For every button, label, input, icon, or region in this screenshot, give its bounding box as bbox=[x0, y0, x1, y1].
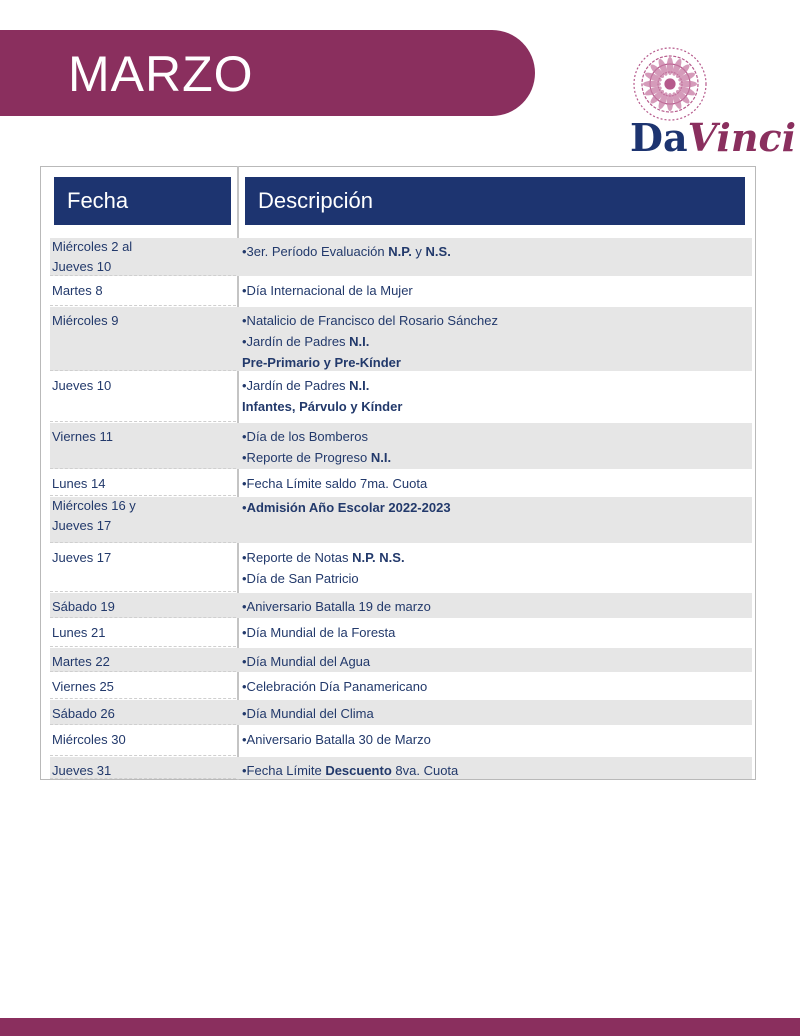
row-separator bbox=[50, 542, 236, 543]
descripcion-text: •Día Mundial del Agua bbox=[242, 654, 371, 669]
row-separator bbox=[50, 671, 236, 672]
descripcion-text: •Día de San Patricio bbox=[242, 571, 359, 586]
descripcion-line bbox=[242, 568, 747, 589]
descripcion-bold-text: Infantes, Párvulo y Kínder bbox=[242, 399, 403, 414]
descripcion-cell bbox=[242, 547, 747, 589]
descripcion-text: •3er. Período Evaluación bbox=[242, 244, 389, 259]
fecha-text: Jueves 17 bbox=[52, 550, 112, 565]
descripcion-text: •Jardín de Padres bbox=[242, 334, 350, 349]
descripcion-line bbox=[242, 241, 747, 262]
fecha-cell bbox=[52, 237, 232, 277]
row-separator bbox=[50, 370, 236, 371]
fecha-cell bbox=[52, 474, 232, 494]
table-row bbox=[50, 497, 752, 543]
fecha-cell bbox=[52, 597, 232, 617]
descripcion-cell bbox=[242, 622, 747, 643]
row-separator bbox=[50, 646, 236, 647]
row-separator bbox=[50, 591, 236, 592]
table-row bbox=[50, 372, 752, 422]
table-row bbox=[50, 726, 752, 756]
mandala-icon bbox=[630, 44, 710, 124]
mandala-petal bbox=[643, 81, 661, 87]
table-row bbox=[50, 277, 752, 306]
descripcion-text: y bbox=[411, 244, 426, 259]
descripcion-text: •Celebración Día Panamericano bbox=[242, 679, 428, 694]
descripcion-text: 8va. Cuota bbox=[391, 763, 459, 778]
descripcion-line bbox=[242, 622, 747, 643]
row-separator bbox=[50, 778, 236, 779]
descripcion-cell bbox=[242, 651, 747, 672]
descripcion-line bbox=[242, 651, 747, 672]
descripcion-line bbox=[242, 310, 747, 331]
descripcion-bold-text: N.I. bbox=[349, 378, 370, 393]
fecha-text: Jueves 31 bbox=[52, 763, 112, 778]
descripcion-line bbox=[242, 426, 747, 447]
fecha-cell bbox=[52, 311, 232, 331]
fecha-text: Miércoles 9 bbox=[52, 313, 119, 328]
mandala-petal bbox=[667, 57, 673, 75]
descripcion-cell bbox=[242, 676, 747, 697]
fecha-text: Jueves 10 bbox=[52, 378, 112, 393]
descripcion-bold-text: N.P. N.S. bbox=[352, 550, 405, 565]
descripcion-text: •Aniversario Batalla 19 de marzo bbox=[242, 599, 431, 614]
descripcion-line bbox=[242, 447, 747, 468]
fecha-cell bbox=[52, 730, 232, 750]
fecha-cell bbox=[52, 376, 232, 396]
fecha-text: Jueves 10 bbox=[52, 259, 112, 274]
table-row bbox=[50, 619, 752, 647]
row-separator bbox=[50, 724, 236, 725]
descripcion-line bbox=[242, 729, 747, 750]
fecha-text: Lunes 21 bbox=[52, 625, 106, 640]
row-separator bbox=[50, 755, 236, 756]
descripcion-text: •Aniversario Batalla 30 de Marzo bbox=[242, 732, 431, 747]
fecha-text: Martes 22 bbox=[52, 654, 110, 669]
brand-vinci: Vinci bbox=[687, 115, 797, 160]
table-row bbox=[50, 673, 752, 699]
descripcion-text: •Fecha Límite bbox=[242, 763, 326, 778]
brand-wordmark bbox=[630, 116, 796, 160]
descripcion-line bbox=[242, 331, 747, 352]
column-header-descripcion: Descripción bbox=[245, 177, 745, 225]
descripcion-line bbox=[242, 760, 747, 781]
row-separator bbox=[50, 421, 236, 422]
descripcion-bold-text: Descuento bbox=[325, 763, 392, 778]
descripcion-cell bbox=[242, 473, 747, 494]
table-row bbox=[50, 544, 752, 592]
footer-bar bbox=[0, 1018, 800, 1036]
fecha-cell bbox=[52, 704, 232, 724]
descripcion-line bbox=[242, 473, 747, 494]
descripcion-line bbox=[242, 547, 747, 568]
table-row bbox=[50, 700, 752, 725]
descripcion-cell bbox=[242, 760, 747, 781]
fecha-text: Viernes 25 bbox=[52, 679, 114, 694]
descripcion-bold-text: N.I. bbox=[349, 334, 370, 349]
row-separator bbox=[50, 275, 236, 276]
table-row bbox=[50, 307, 752, 371]
descripcion-text: •Día Internacional de la Mujer bbox=[242, 283, 413, 298]
row-separator bbox=[50, 305, 236, 306]
fecha-cell bbox=[52, 652, 232, 672]
descripcion-text: •Día de los Bomberos bbox=[242, 429, 368, 444]
descripcion-line bbox=[242, 497, 747, 518]
descripcion-text: •Reporte de Notas bbox=[242, 550, 353, 565]
descripcion-cell bbox=[242, 497, 747, 518]
fecha-cell bbox=[52, 623, 232, 643]
descripcion-line bbox=[242, 703, 747, 724]
table-row bbox=[50, 648, 752, 672]
descripcion-cell bbox=[242, 703, 747, 724]
fecha-text: Jueves 17 bbox=[52, 518, 112, 533]
descripcion-text: •Reporte de Progreso bbox=[242, 450, 371, 465]
descripcion-cell bbox=[242, 426, 747, 468]
descripcion-cell bbox=[242, 241, 747, 262]
table-row bbox=[50, 470, 752, 496]
descripcion-line bbox=[242, 596, 747, 617]
descripcion-text: •Fecha Límite saldo 7ma. Cuota bbox=[242, 476, 428, 491]
descripcion-text: • bbox=[242, 500, 247, 515]
descripcion-text: •Natalicio de Francisco del Rosario Sánchez bbox=[242, 313, 499, 328]
column-header-fecha: Fecha bbox=[54, 177, 231, 225]
descripcion-line bbox=[242, 375, 747, 396]
descripcion-bold-text: Pre-Primario y Pre-Kínder bbox=[242, 355, 401, 370]
descripcion-bold-text: Admisión Año Escolar 2022-2023 bbox=[246, 500, 451, 515]
fecha-cell bbox=[52, 427, 232, 447]
davinci-logo bbox=[625, 44, 797, 164]
descripcion-line bbox=[242, 280, 747, 301]
fecha-text: Sábado 19 bbox=[52, 599, 115, 614]
fecha-cell bbox=[52, 677, 232, 697]
fecha-text: Miércoles 30 bbox=[52, 732, 126, 747]
descripcion-text: •Día Mundial del Clima bbox=[242, 706, 374, 721]
table-row bbox=[50, 593, 752, 618]
fecha-cell bbox=[52, 281, 232, 301]
table-row bbox=[50, 757, 752, 779]
fecha-text: Miércoles 2 al bbox=[52, 239, 133, 254]
fecha-cell bbox=[52, 496, 232, 536]
descripcion-cell bbox=[242, 280, 747, 301]
descripcion-line bbox=[242, 676, 747, 697]
descripcion-bold-text: N.I. bbox=[370, 450, 392, 465]
mandala-petal bbox=[667, 93, 673, 111]
descripcion-bold-text: N.P. bbox=[388, 244, 412, 259]
row-separator bbox=[50, 617, 236, 618]
descripcion-cell bbox=[242, 729, 747, 750]
mandala-petal bbox=[679, 81, 697, 87]
descripcion-cell bbox=[242, 310, 747, 373]
descripcion-line bbox=[242, 352, 747, 373]
row-separator bbox=[50, 698, 236, 699]
month-title: MARZO bbox=[68, 46, 254, 102]
table-row bbox=[50, 238, 752, 276]
fecha-text: Viernes 11 bbox=[52, 429, 113, 444]
table-row bbox=[50, 423, 752, 469]
fecha-text: Lunes 14 bbox=[52, 476, 106, 491]
fecha-text: Sábado 26 bbox=[52, 706, 115, 721]
fecha-text: Miércoles 16 y bbox=[52, 498, 136, 513]
descripcion-cell bbox=[242, 375, 747, 417]
row-separator bbox=[50, 468, 236, 469]
descripcion-cell bbox=[242, 596, 747, 617]
fecha-text: Martes 8 bbox=[52, 283, 103, 298]
brand-da: Da bbox=[630, 115, 688, 160]
descripcion-line bbox=[242, 396, 747, 417]
descripcion-text: •Día Mundial de la Foresta bbox=[242, 625, 396, 640]
fecha-cell bbox=[52, 548, 232, 568]
descripcion-bold-text: N.S. bbox=[425, 244, 451, 259]
descripcion-text: •Jardín de Padres bbox=[242, 378, 350, 393]
